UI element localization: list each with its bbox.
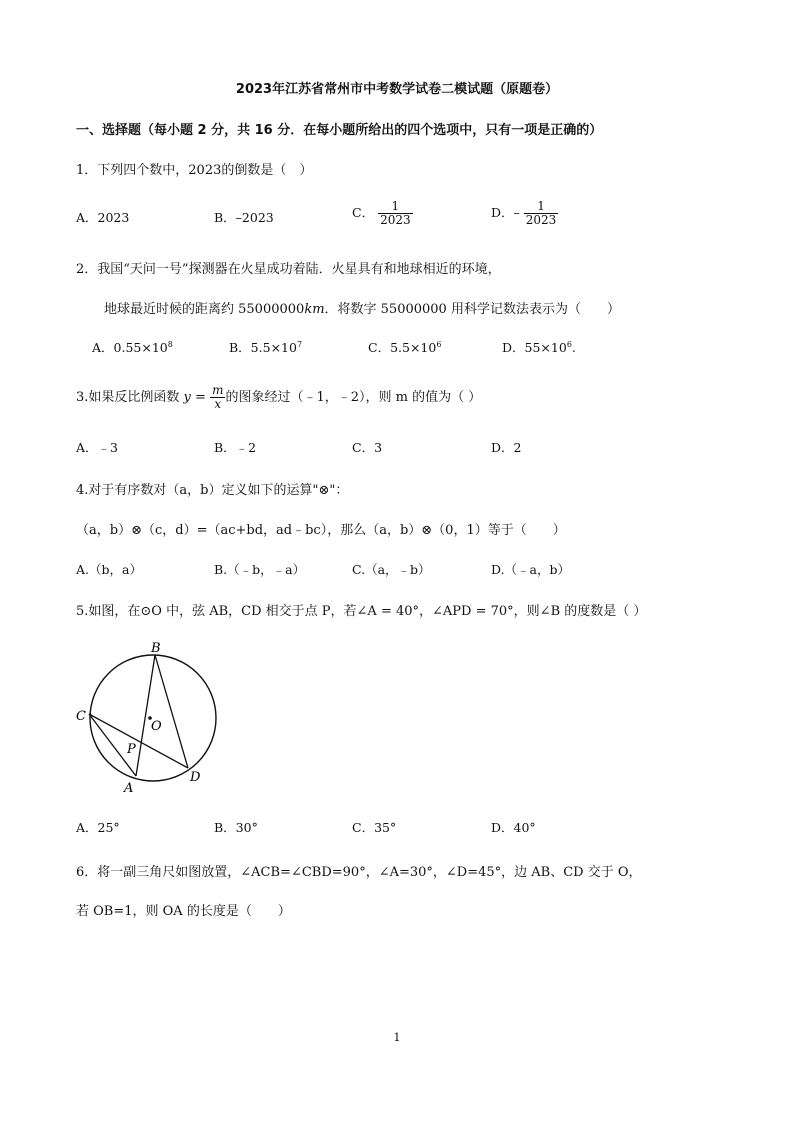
exponent: 8: [167, 339, 173, 349]
chord-ab: [136, 655, 155, 776]
question-1-option-d: [491, 200, 558, 227]
text: 地球最近时候的距离约 55000000: [104, 302, 305, 317]
question-2-line-1: 2．我国“天问一号”探测器在火星成功着陆．火星具有和地球相近的环境，: [76, 262, 501, 277]
question-3-option-b: B．﹣2: [214, 440, 257, 455]
question-5-option-b: B．30°: [214, 820, 258, 835]
page-number: 1: [393, 1031, 401, 1044]
fraction: [524, 200, 559, 227]
segment-bd: [155, 655, 188, 768]
label-d: D: [190, 770, 201, 785]
question-2-option-b: [229, 338, 302, 356]
numerator: m: [212, 383, 224, 397]
text: 3.如果反比例函数: [76, 390, 184, 405]
question-4-stem: 4.对于有序数对（a，b）定义如下的运算"⊗"：: [76, 483, 349, 498]
exponent: 6: [436, 339, 442, 349]
question-5-stem: 5.如图，在⊙O 中，弦 AB，CD 相交于点 P，若∠A = 40°，∠APD = 70°，则∠B 的度数是（ ）: [76, 604, 647, 619]
option-label: C．: [352, 205, 375, 220]
question-1-option-b: B．–2023: [214, 210, 274, 225]
question-1-option-a: A．2023: [76, 210, 130, 225]
exponent: 7: [296, 339, 303, 349]
numerator: 1: [391, 199, 400, 213]
denominator: 2023: [525, 213, 557, 227]
question-1-stem: 1．下列四个数中，2023的倒数是（ ）: [76, 163, 313, 178]
question-6-line-2: 若 OB=1，则 OA 的长度是（ ）: [76, 904, 291, 919]
exponent: 6: [566, 339, 572, 349]
question-4-option-a: A.（b，a）: [76, 562, 142, 577]
fraction-m-over-x: [210, 384, 225, 411]
question-1-option-c: [352, 200, 413, 227]
question-5-option-a: A．25°: [76, 820, 120, 835]
question-3-option-a: A．﹣3: [76, 440, 118, 455]
question-4-option-b: B.（﹣b，﹣a）: [214, 562, 306, 577]
label-p: P: [127, 742, 136, 757]
question-2-line-2: [104, 298, 620, 317]
page-title: 2023年江苏省常州市中考数学试卷二模试题（原题卷）: [235, 82, 559, 97]
question-3-option-c: C．3: [352, 440, 383, 455]
question-3-stem: [76, 384, 481, 411]
base: D．55×10: [502, 340, 567, 355]
question-6-line-1: 6．将一副三角尺如图放置，∠ACB=∠CBD=90°，∠A=30°，∠D=45°，边 AB、CD 交于 O，: [76, 865, 642, 880]
base: A．0.55×10: [92, 340, 168, 355]
label-o: O: [151, 719, 162, 734]
label-b: B: [151, 641, 161, 656]
label-c: C: [76, 709, 86, 724]
question-4-line-2: （a，b）⊗（c，d）=（ac+bd，ad﹣bc），那么（a，b）⊗（0，1）等于（ ）: [76, 523, 566, 538]
circle-chord-figure: [70, 636, 230, 796]
base: C．5.5×10: [368, 340, 437, 355]
question-2-option-c: [368, 338, 441, 356]
numerator: 1: [537, 199, 545, 213]
question-5-option-d: D．40°: [491, 820, 536, 835]
question-3-option-d: D．2: [491, 440, 522, 455]
question-5-option-c: C．35°: [352, 820, 397, 835]
question-2-option-a: [92, 338, 173, 356]
section-header: 一、选择题（每小题 2 分，共 16 分．在每小题所给出的四个选项中，只有一项是正确的）: [76, 123, 603, 138]
question-4-option-d: D.（﹣a，b）: [491, 562, 571, 577]
denominator: x: [210, 397, 225, 411]
fraction: [378, 200, 413, 227]
unit-km: km: [304, 302, 325, 317]
text: ．将数字 55000000 用科学记数法表示为（ ）: [324, 302, 620, 317]
period: .: [571, 340, 576, 355]
base: B．5.5×10: [229, 340, 297, 355]
option-label: D．–: [491, 205, 520, 220]
question-2-option-d: [502, 338, 576, 356]
denominator: 2023: [380, 213, 411, 227]
function-lhs: y =: [183, 390, 206, 405]
question-4-option-c: C.（a，﹣b）: [352, 562, 431, 577]
text: 的图象经过（﹣1，﹣2），则 m 的值为（ ）: [225, 390, 482, 405]
circle-o: [90, 655, 216, 781]
label-a: A: [124, 781, 134, 796]
